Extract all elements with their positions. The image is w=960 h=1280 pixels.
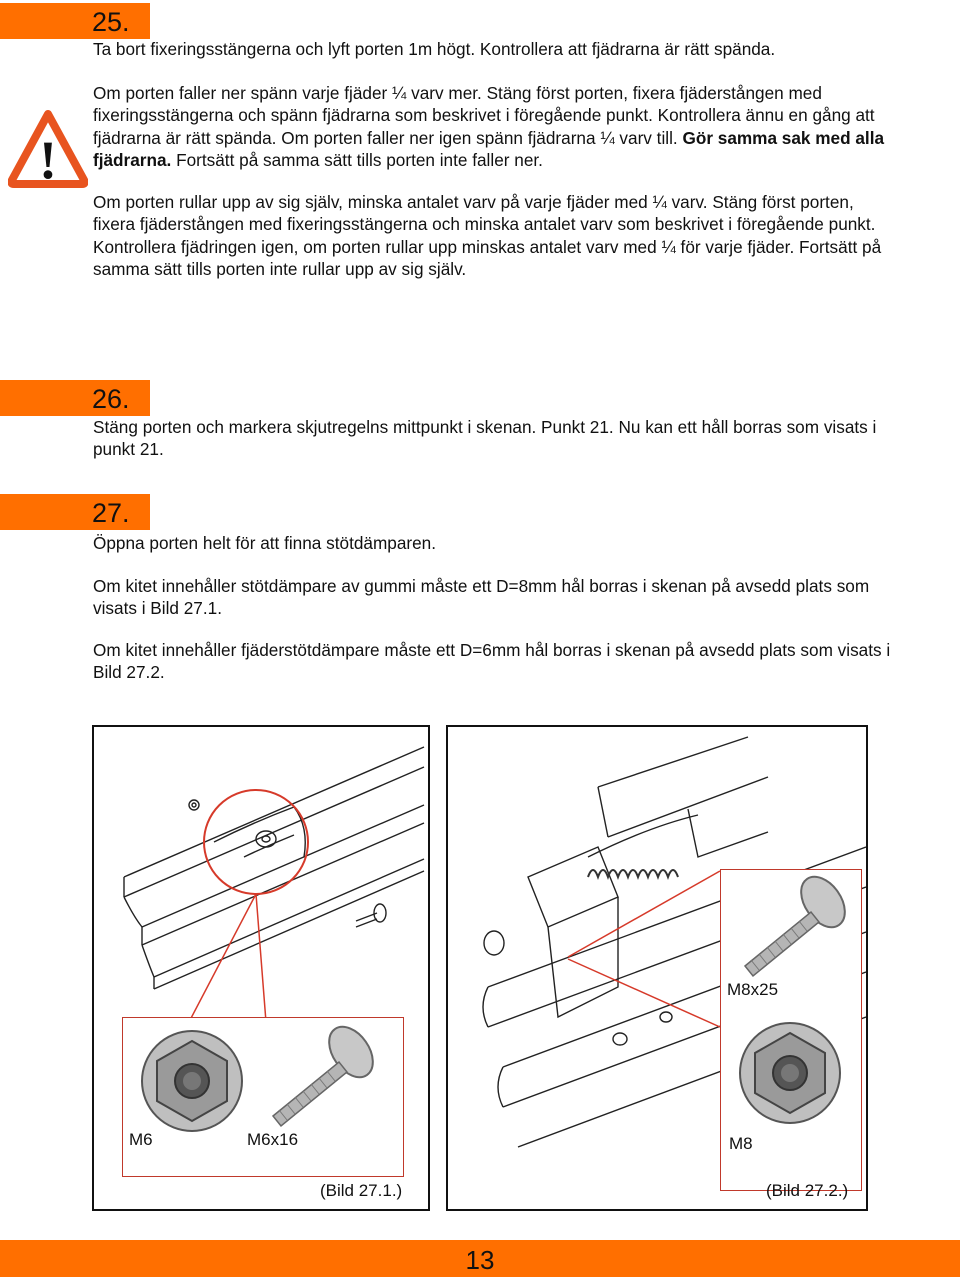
step-25-number: 25. [92, 7, 130, 37]
figure-27-2-caption: (Bild 27.2.) [766, 1181, 849, 1200]
bolt-icon [253, 1024, 383, 1134]
bolt-label-m6x16: M6x16 [247, 1130, 299, 1149]
step-25-header [0, 3, 150, 39]
step-25-text-2 [93, 82, 893, 172]
step-27-text-1: Öppna porten helt för att finna stötdämparen. [93, 533, 437, 553]
step-25-text-2-bold: Gör samma sak med alla fjädrarna. [93, 127, 885, 171]
flange-nut-icon [137, 1026, 247, 1136]
figure-27-2 [446, 725, 868, 1211]
step-27-text-2: Om kitet innehåller stötdämpare av gummi måste ett D=8mm hål borras i skenan på avsedd plats som visats i Bild 27.1. [93, 576, 870, 619]
figure-27-1-caption: (Bild 27.1.) [320, 1181, 403, 1200]
flange-nut-icon [735, 1018, 845, 1128]
step-26-text-1: Stäng porten och markera skjutregelns mittpunkt i skenan. Punkt 21. Nu kan ett håll borras som visats i punkt 21. [93, 417, 877, 460]
hardware-inset-m8 [720, 869, 862, 1191]
page-footer [0, 1240, 960, 1277]
page-number: 13 [465, 1245, 495, 1275]
bolt-icon [725, 874, 855, 984]
nut-label-m8: M8 [729, 1134, 753, 1153]
nut-label-m6: M6 [129, 1130, 153, 1149]
step-26-header [0, 380, 150, 416]
step-25-text-3: Om porten rullar upp av sig själv, minska antalet varv på varje fjäder med ¼ varv. Stäng först porten, fixera fjäderstången med fixeringsstängerna och minska antalet varv som beskrivet i föregående punkt. Kontrollera fjädringen igen, om porten rullar upp minskas antalet varv med ¼ för varje fjäder. Fortsätt på samma sätt tills porten inte rullar upp av sig själv. [93, 192, 882, 280]
step-27-header [0, 494, 150, 530]
step-25-text-1: Ta bort fixeringsstängerna och lyft porten 1m högt. Kontrollera att fjädrarna är rätt spända. [93, 39, 776, 59]
warning-symbol: ! [39, 130, 57, 188]
figure-27-1 [92, 725, 430, 1211]
step-26-number: 26. [92, 384, 130, 414]
step-27-text-3: Om kitet innehåller fjäderstötdämpare måste ett D=6mm hål borras i skenan på avsedd plats som visats i Bild 27.2. [93, 640, 891, 683]
step-25-text-2a: Om porten faller ner spänn varje fjäder ¼ varv mer. Stäng först porten, fixera fjäderstången med fixeringsstängerna och spänn fjädrarna som beskrivet i föregående punkt. Kontrollera ännu en gång att fjädrarna är rätt spända. Om porten faller ner igen spänn fjädrarna ¼ varv till. [93, 83, 875, 148]
warning-triangle-icon [8, 108, 88, 193]
step-27-number: 27. [92, 498, 130, 528]
step-25-text-2c: Fortsätt på samma sätt tills porten inte faller ner. [171, 150, 543, 171]
rail-illustration [94, 727, 428, 1017]
hardware-inset-m6 [122, 1017, 404, 1177]
bolt-label-m8x25: M8x25 [727, 980, 779, 999]
